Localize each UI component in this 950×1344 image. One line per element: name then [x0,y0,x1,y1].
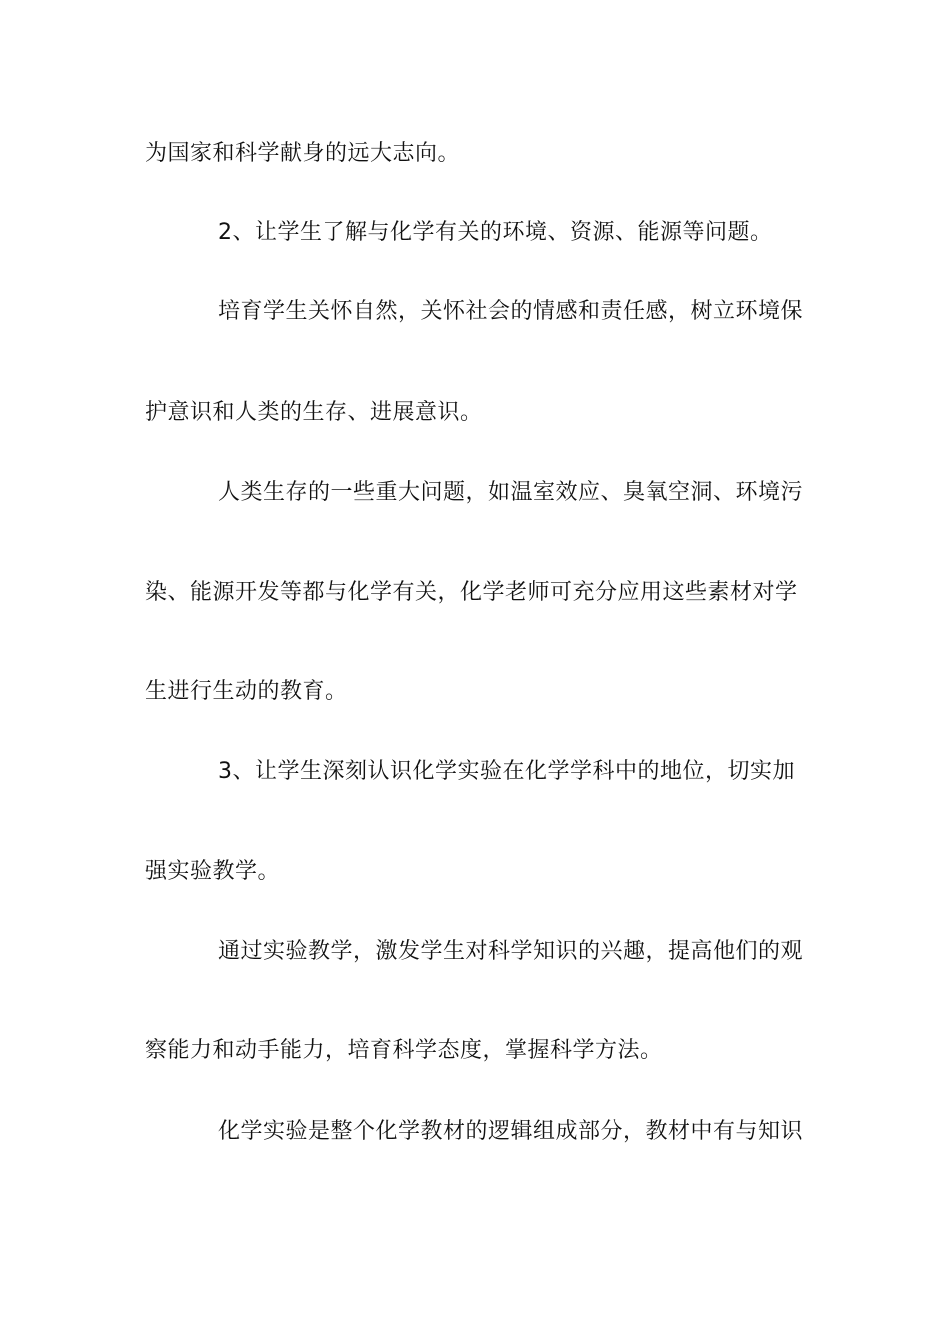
text-line-6: 染、能源开发等都与化学有关，化学老师可充分应用这些素材对学 [145,580,798,605]
text-line-4: 护意识和人类的生存、进展意识。 [145,400,483,425]
text-line-5: 人类生存的一些重大问题，如温室效应、臭氧空洞、环境污 [218,480,804,505]
text-line-12: 化学实验是整个化学教材的逻辑组成部分，教材中有与知识 [218,1119,804,1144]
text-line-7: 生进行生动的教育。 [145,679,348,704]
text-line-3: 培育学生关怀自然，关怀社会的情感和责任感，树立环境保 [218,299,804,324]
text-line-11: 察能力和动手能力，培育科学态度，掌握科学方法。 [145,1038,663,1063]
text-line-10: 通过实验教学，激发学生对科学知识的兴趣，提高他们的观 [218,939,804,964]
text-line-8: 3、让学生深刻认识化学实验在化学学科中的地位，切实加 [218,759,795,784]
text-line-2: 2、让学生了解与化学有关的环境、资源、能源等问题。 [218,220,773,245]
text-line-1: 为国家和科学献身的远大志向。 [145,141,461,166]
text-line-9: 强实验教学。 [145,859,281,884]
